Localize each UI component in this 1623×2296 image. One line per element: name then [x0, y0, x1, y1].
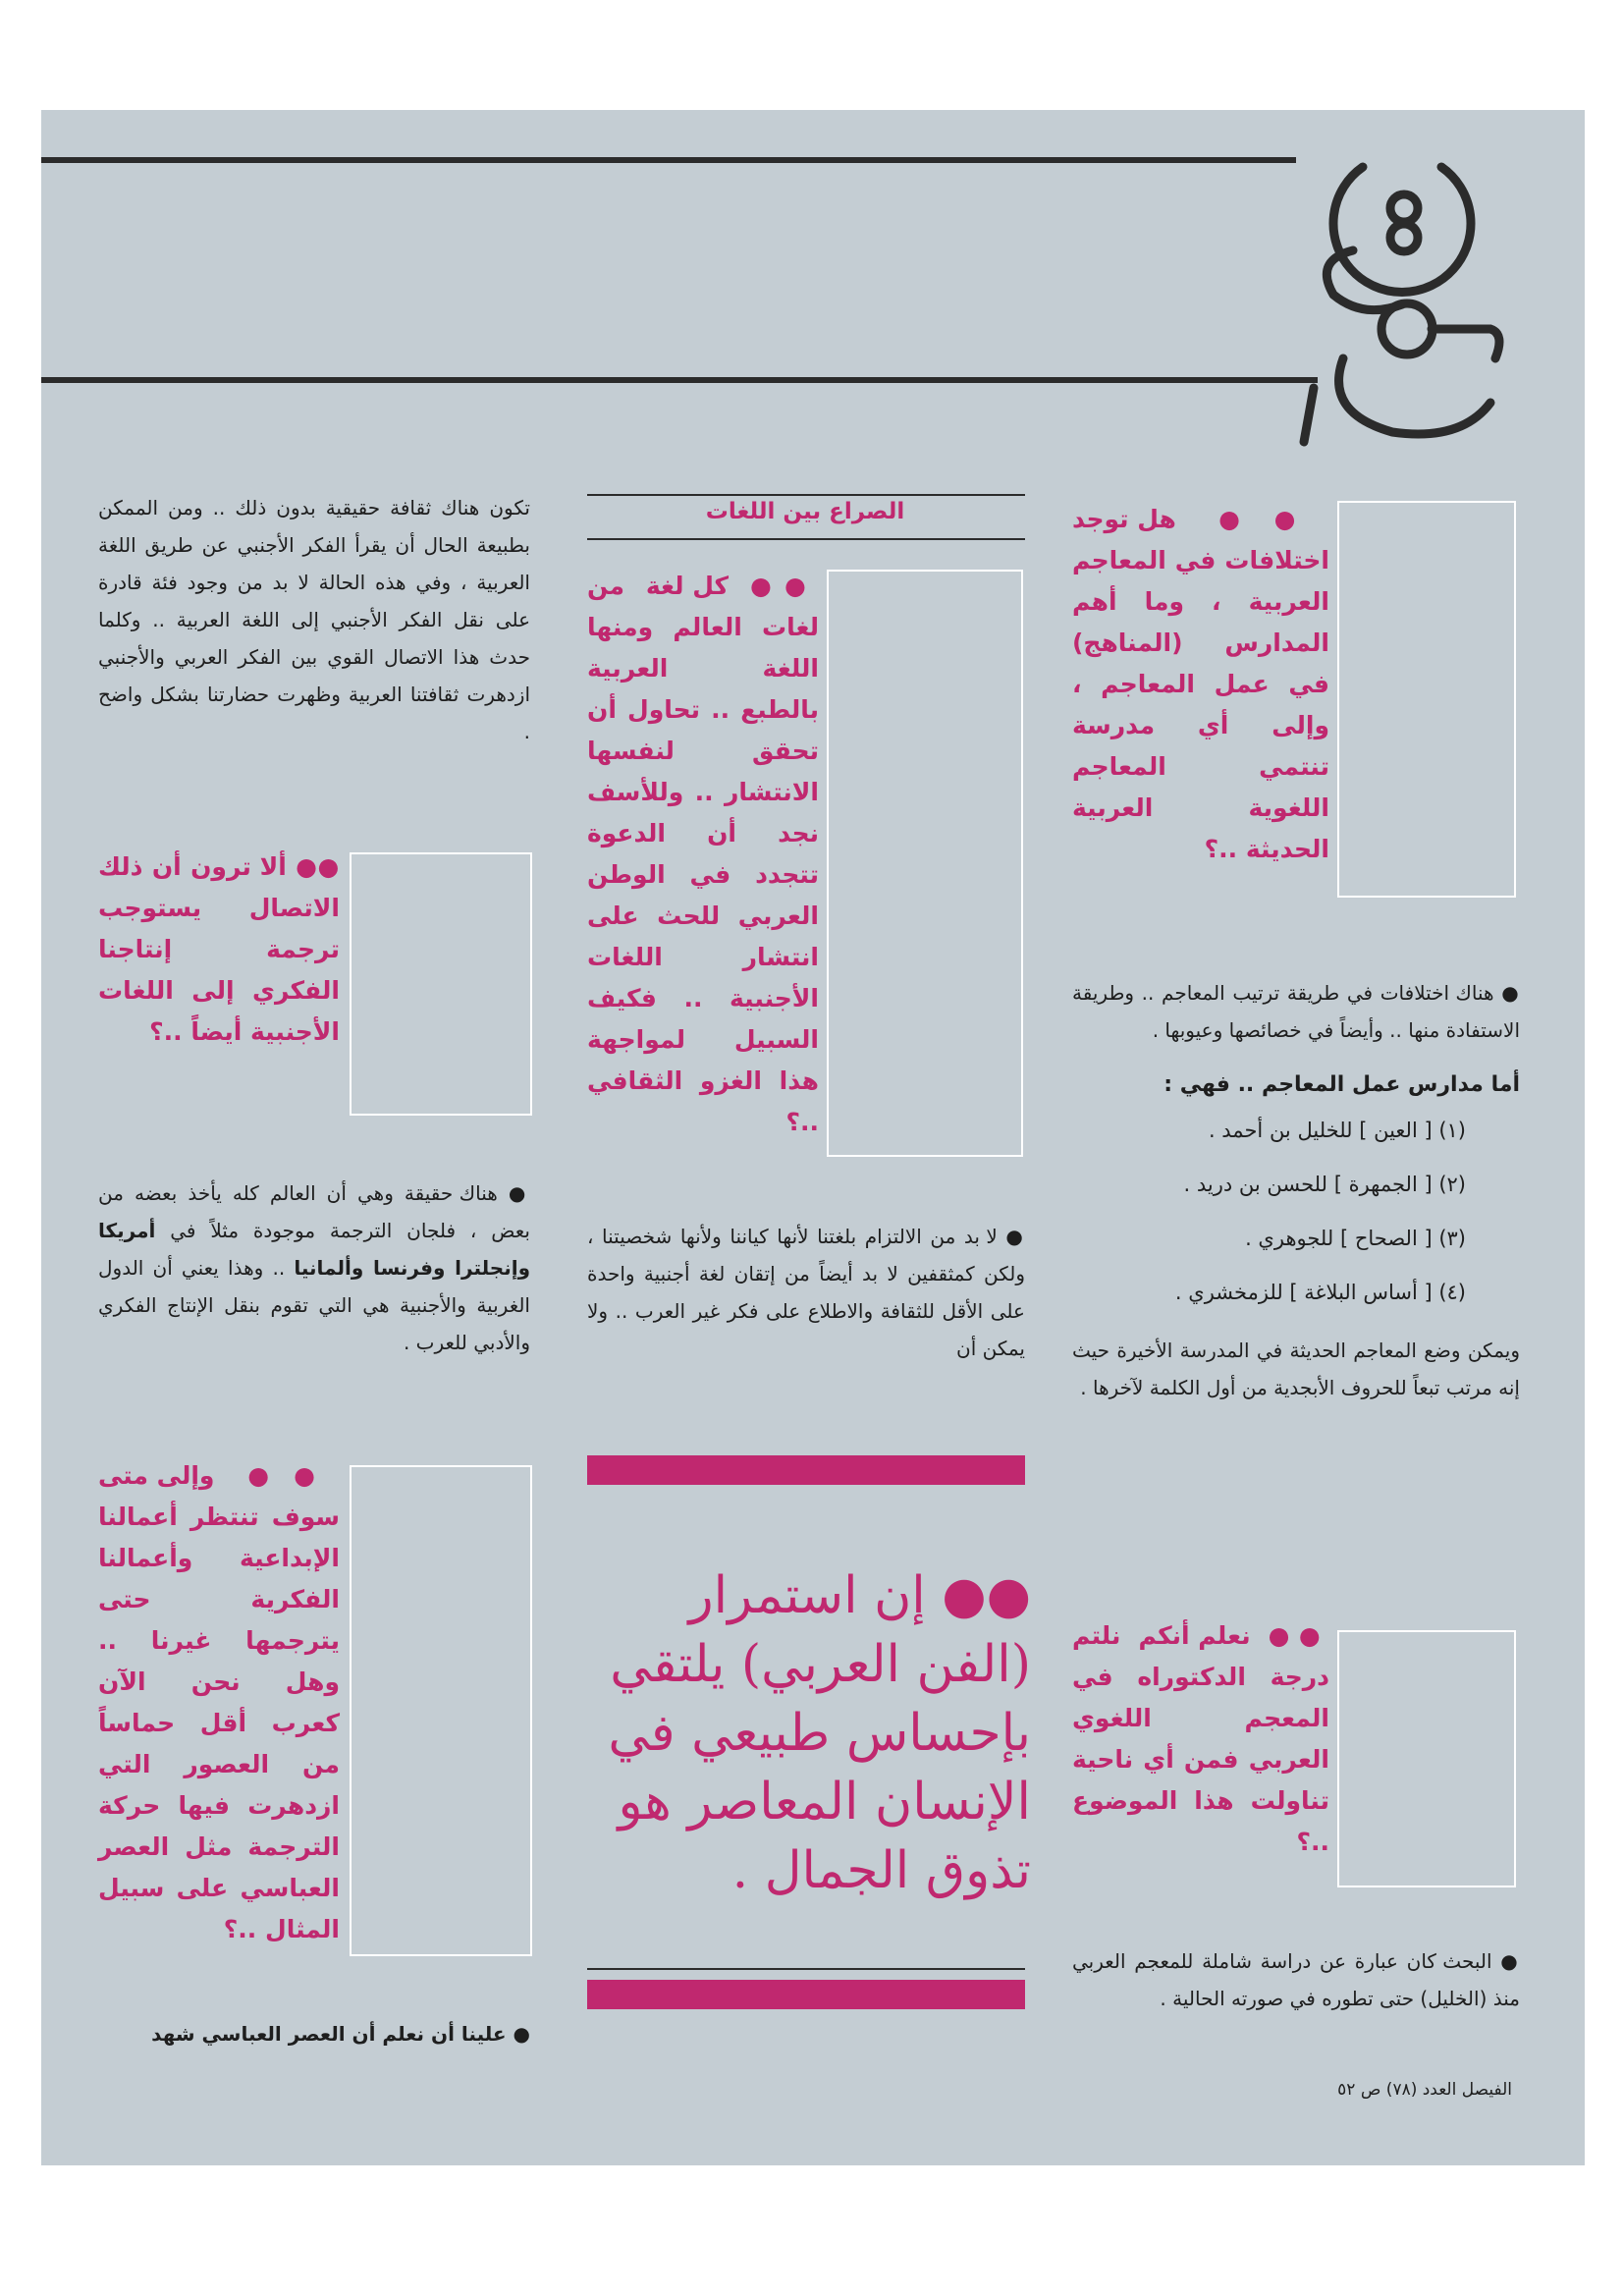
- answer-text-start: هناك حقيقة وهي أن العالم كله يأخذ بعضه من بعض ، فلجان الترجمة موجودة مثلاً في: [98, 1181, 530, 1242]
- pullquote-bar-bottom: [587, 1980, 1025, 2009]
- middle-col-q1-block: [587, 566, 819, 1143]
- list-item: (١) [ العين ] للخليل بن أحمد .: [1208, 1119, 1466, 1142]
- header-rule-bottom: [41, 377, 1318, 383]
- left-col-answer0-block: [98, 489, 530, 750]
- pullquote-bar-top: [587, 1455, 1025, 1485]
- photo-frame-2: [1337, 1630, 1516, 1887]
- right-col-q2-block: [1072, 1615, 1329, 1863]
- middle-col-answer-block: [587, 1218, 1025, 1367]
- heading-rule-top: [587, 494, 1025, 496]
- list-item: (٢) [ الجمهرة ] للحسن بن دريد .: [1183, 1173, 1466, 1196]
- list-item: (٤) [ أساس البلاغة ] للزمخشري .: [1174, 1281, 1466, 1304]
- pullquote-text: ●● إن استمرار (الفن العربي) يلتقي بإحساس طبيعي في الإنسان المعاصر هو تذوق الجمال .: [608, 1566, 1031, 1900]
- right-col-answer-block: [1072, 974, 1520, 1406]
- right-col-q1-block: [1072, 499, 1329, 870]
- header-rule-top: [41, 157, 1296, 163]
- answer-text-end: .. وهذا يعني أن الدول الغربية والأجنبية هي التي تقوم بنقل الإنتاج الفكري والأدبي للعرب .: [98, 1256, 530, 1354]
- photo-frame-3: [827, 570, 1023, 1157]
- left-col-answer1-block: [98, 1175, 530, 1361]
- schools-list: [1072, 1104, 1520, 1320]
- schools-title: أما مدارس عمل المعاجم .. فهي :: [1163, 1072, 1520, 1097]
- photo-frame-5: [350, 1465, 532, 1956]
- photo-frame-1: [1337, 501, 1516, 898]
- answer-text: ● علينا أن نعلم أن العصر العباسي شهد: [98, 2015, 530, 2052]
- left-col-q2-block: [98, 1455, 340, 1950]
- photo-frame-4: [350, 852, 532, 1116]
- page-footer: الفيصل العدد (٧٨) ص ٥٢: [1337, 2080, 1512, 2100]
- question-text: ●● ألا ترون أن ذلك الاتصال يستوجب ترجمة إنتاجنا الفكري إلى اللغات الأجنبية أيضاً ..؟: [98, 847, 340, 1053]
- question-text: ●● هل توجد اختلافات في المعاجم العربية ، وما أهم المدارس (المناهج) في عمل المعاجم ، وإلى أي مدرسة تنتمي المعاجم اللغوية العربية الحديثة ..؟: [1072, 499, 1329, 870]
- question-text: ●● كل لغة من لغات العالم ومنها اللغة العربية بالطبع .. تحاول أن تحقق لنفسها الانتشار .. وللأسف نجد أن الدعوة تتجدد في الوطن العربي للحث على انتشار اللغات الأجنبية .. فكيف السبيل لمواجهة هذا الغزو الثقافي ..؟: [587, 566, 819, 1143]
- pullquote-rule: [587, 1968, 1025, 1970]
- question-text: ●● نعلم أنكم نلتم درجة الدكتوراه في المعجم اللغوي العربي فمن أي ناحية تناولت هذا الموضوع ..؟: [1072, 1615, 1329, 1863]
- left-col-q1-block: [98, 847, 340, 1053]
- answer-text: [98, 1175, 530, 1361]
- left-col-answer2-block: [98, 2015, 530, 2052]
- answer-text: ● لا بد من الالتزام بلغتنا لأنها كياننا ولأنها شخصيتنا ، ولكن كمثقفين لا بد أيضاً من إتقان لغة أجنبية واحدة على الأقل للثقافة والاطلاع على فكر غير العرب .. ولا يمكن أن: [587, 1218, 1025, 1367]
- pullquote: [579, 1561, 1031, 1905]
- answer-text: ● البحث كان عبارة عن دراسة شاملة للمعجم العربي منذ (الخليل) حتى تطوره في صورته الحالية .: [1072, 1942, 1520, 2017]
- question-text: ●● وإلى متى سوف تنتظر أعمالنا الإبداعية وأعمالنا الفكرية حتى يترجمها غيرنا .. وهل نحن الآن كعرب أقل حماساً من العصور التي ازدهرت فيها حركة الترجمة مثل العصر العباسي على سبيل المثال ..؟: [98, 1455, 340, 1950]
- answer-text: ● هناك اختلافات في طريقة ترتيب المعاجم .. وطريقة الاستفادة منها .. وأيضاً في خصائصها وعيوبها .: [1072, 974, 1520, 1049]
- right-col-answer2-block: [1072, 1942, 1520, 2017]
- countries-list: أمريكا وإنجلترا وفرنسا وألمانيا: [98, 1219, 531, 1280]
- answer-text: ويمكن وضع المعاجم الحديثة في المدرسة الأخيرة حيث إنه مرتب تبعاً للحروف الأبجدية من أول الكلمة لآخرها .: [1072, 1339, 1520, 1399]
- answer-text: تكون هناك ثقافة حقيقية بدون ذلك .. ومن الممكن بطبيعة الحال أن يقرأ الفكر الأجنبي عن طريق اللغة العربية ، وفي هذه الحالة لا بد من وجود فئة قادرة على نقل الفكر الأجنبي إلى اللغة العربية .. وكلما حدث هذا الاتصال القوي بين الفكر العربي والأجنبي ازدهرت ثقافتنا العربية وظهرت حضارتنا بشكل واضح .: [98, 496, 530, 743]
- list-item: (٣) [ الصحاح ] للجوهري .: [1245, 1227, 1466, 1250]
- section-heading: الصراع بين اللغات: [705, 499, 905, 524]
- heading-rule-bottom: [587, 538, 1025, 540]
- section-logo-icon: [1294, 147, 1530, 452]
